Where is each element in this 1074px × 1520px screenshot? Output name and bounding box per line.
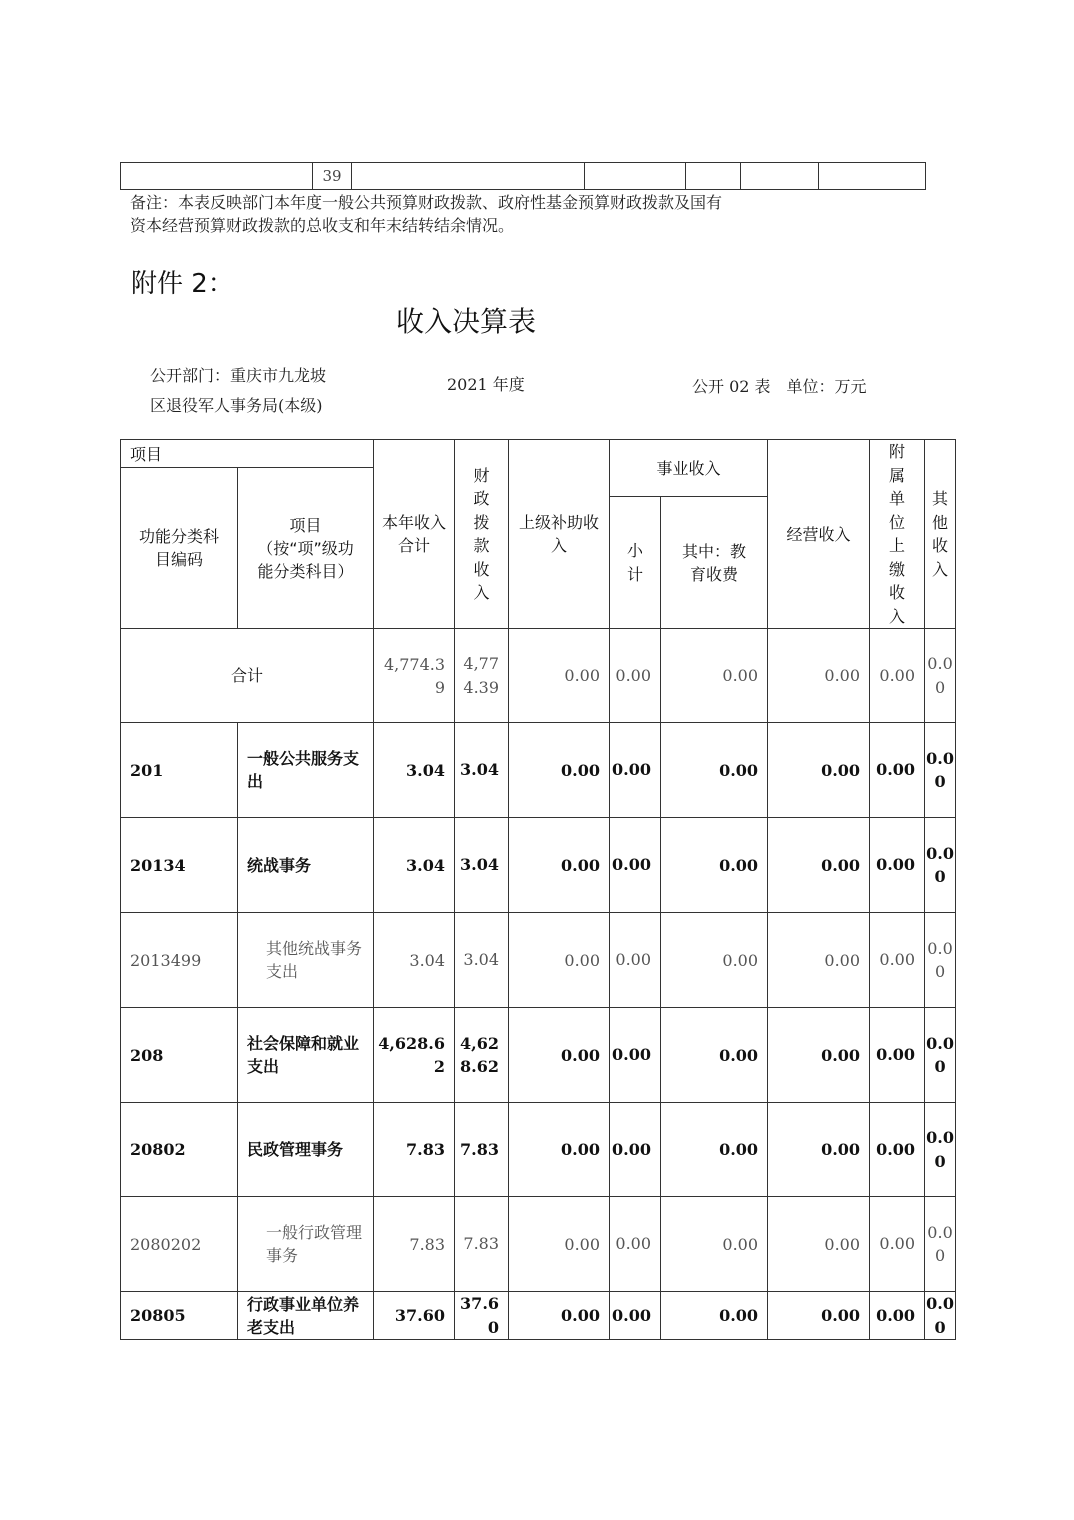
cell-fiscal: 7.83	[455, 1197, 509, 1292]
cell-code: 20805	[121, 1292, 238, 1340]
table-row	[121, 1197, 956, 1292]
cell-business: 0.00	[768, 1197, 870, 1292]
cell-other: 0.00	[925, 1103, 956, 1197]
cell-fiscal: 3.04	[455, 723, 509, 818]
form-unit: 公开 02 表 单位：万元	[692, 377, 867, 396]
header-business: 经营收入	[768, 440, 870, 629]
header-affiliate: 附属单位上缴收入	[870, 440, 925, 629]
cell-name: 一般公共服务支出	[238, 723, 374, 818]
attachment-label: 附件 2：	[131, 269, 234, 299]
table-row	[121, 163, 926, 190]
cell-edu: 0.00	[661, 1197, 768, 1292]
header-code: 功能分类科目编码	[121, 468, 238, 629]
cell-total: 37.60	[374, 1292, 455, 1340]
cell-other-value: 0.00	[926, 1294, 954, 1337]
previous-table-fragment	[120, 162, 926, 190]
cell-affiliate: 0.00	[870, 723, 925, 818]
cell-code: 20134	[121, 818, 238, 913]
header-item: 项目	[121, 440, 374, 468]
cell-business: 0.00	[768, 1008, 870, 1103]
cell-affiliate: 0.00	[870, 629, 925, 723]
cell-edu: 0.00	[661, 723, 768, 818]
header-total: 本年收入合计	[374, 440, 455, 629]
cell-fiscal: 3.04	[455, 818, 509, 913]
department-line-1: 公开部门：重庆市九龙坡	[150, 366, 327, 385]
cell-fiscal: 4,774.39	[455, 629, 509, 723]
cell-upper: 0.00	[509, 818, 610, 913]
note-line-2: 资本经营预算财政拨款的总收支和年末结转结余情况。	[130, 216, 515, 235]
cell-fiscal: 4,628.62	[455, 1008, 509, 1103]
cell-subtotal: 0.00	[610, 1103, 661, 1197]
header-subtotal: 小计	[610, 497, 661, 629]
cell-total: 3.04	[374, 913, 455, 1008]
cell-other: 0.00	[925, 913, 956, 1008]
cell-fiscal: 37.60	[455, 1292, 509, 1340]
cell-affiliate: 0.00	[870, 1103, 925, 1197]
header-edu: 其中：教育收费	[661, 497, 768, 629]
cell-business: 0.00	[768, 818, 870, 913]
cell-upper: 0.00	[509, 1292, 610, 1340]
cell-upper: 0.00	[509, 629, 610, 723]
cell-upper: 0.00	[509, 723, 610, 818]
income-table	[120, 439, 956, 1340]
cell-total: 7.83	[374, 1103, 455, 1197]
cell-business: 0.00	[768, 1292, 870, 1340]
cell-subtotal: 0.00	[610, 723, 661, 818]
header-fiscal: 财政拨款收入	[455, 440, 509, 629]
note-line-1: 备注：本表反映部门本年度一般公共预算财政拨款、政府性基金预算财政拨款及国有	[130, 193, 723, 212]
cell-other: 0.00	[925, 1197, 956, 1292]
cell-name: 社会保障和就业支出	[238, 1008, 374, 1103]
table-row	[121, 913, 956, 1008]
cell-subtotal: 0.00	[610, 1197, 661, 1292]
header-name: 项目（按“项”级功能分类科目）	[238, 468, 374, 629]
cell-fiscal: 7.83	[455, 1103, 509, 1197]
cell-code: 2013499	[121, 913, 238, 1008]
cell-upper: 0.00	[509, 1197, 610, 1292]
total-label: 合计	[121, 629, 374, 723]
header-upper: 上级补助收入	[509, 440, 610, 629]
cell-affiliate: 0.00	[870, 1008, 925, 1103]
cell-name: 一般行政管理事务	[238, 1197, 374, 1292]
cell-subtotal: 0.00	[610, 629, 661, 723]
fiscal-year: 2021 年度	[447, 375, 525, 394]
cell-edu: 0.00	[661, 1008, 768, 1103]
cell-code: 208	[121, 1008, 238, 1103]
cell-other	[925, 1292, 956, 1340]
cell-subtotal: 0.00	[610, 913, 661, 1008]
cell-subtotal: 0.00	[610, 1292, 661, 1340]
cell-business: 0.00	[768, 723, 870, 818]
header-row	[121, 440, 956, 468]
cell-fiscal: 3.04	[455, 913, 509, 1008]
cell-name: 行政事业单位养老支出	[238, 1292, 374, 1340]
cell-affiliate: 0.00	[870, 913, 925, 1008]
cell-upper: 0.00	[509, 1103, 610, 1197]
page-title: 收入决算表	[396, 305, 537, 338]
cell-code: 2080202	[121, 1197, 238, 1292]
cell-other: 0.00	[925, 723, 956, 818]
table-row	[121, 723, 956, 818]
fragment-value: 39	[313, 163, 352, 190]
table-row	[121, 1103, 956, 1197]
header-career: 事业收入	[610, 440, 768, 497]
cell-edu: 0.00	[661, 629, 768, 723]
cell-edu: 0.00	[661, 1292, 768, 1340]
cell-other: 0.00	[925, 818, 956, 913]
cell-total: 3.04	[374, 723, 455, 818]
cell-other: 0.00	[925, 1008, 956, 1103]
department-line-2: 区退役军人事务局(本级)	[150, 396, 323, 415]
department-info	[150, 361, 380, 421]
cell-total: 4,774.39	[374, 629, 455, 723]
cell-total: 4,628.62	[374, 1008, 455, 1103]
cell-edu: 0.00	[661, 913, 768, 1008]
table-row	[121, 629, 956, 723]
header-other: 其他收入	[925, 440, 956, 629]
cell-upper: 0.00	[509, 913, 610, 1008]
cell-affiliate: 0.00	[870, 1197, 925, 1292]
table-row	[121, 1292, 956, 1340]
cell-affiliate: 0.00	[870, 1292, 925, 1340]
cell-business: 0.00	[768, 1103, 870, 1197]
cell-total: 7.83	[374, 1197, 455, 1292]
cell-name: 统战事务	[238, 818, 374, 913]
cell-subtotal: 0.00	[610, 1008, 661, 1103]
cell-business: 0.00	[768, 629, 870, 723]
cell-code: 20802	[121, 1103, 238, 1197]
cell-name: 民政管理事务	[238, 1103, 374, 1197]
cell-edu: 0.00	[661, 1103, 768, 1197]
table-row	[121, 1008, 956, 1103]
cell-other: 0.00	[925, 629, 956, 723]
table-row	[121, 818, 956, 913]
cell-code: 201	[121, 723, 238, 818]
cell-subtotal: 0.00	[610, 818, 661, 913]
cell-upper: 0.00	[509, 1008, 610, 1103]
cell-total: 3.04	[374, 818, 455, 913]
cell-business: 0.00	[768, 913, 870, 1008]
cell-edu: 0.00	[661, 818, 768, 913]
cell-name: 其他统战事务支出	[238, 913, 374, 1008]
cell-affiliate: 0.00	[870, 818, 925, 913]
